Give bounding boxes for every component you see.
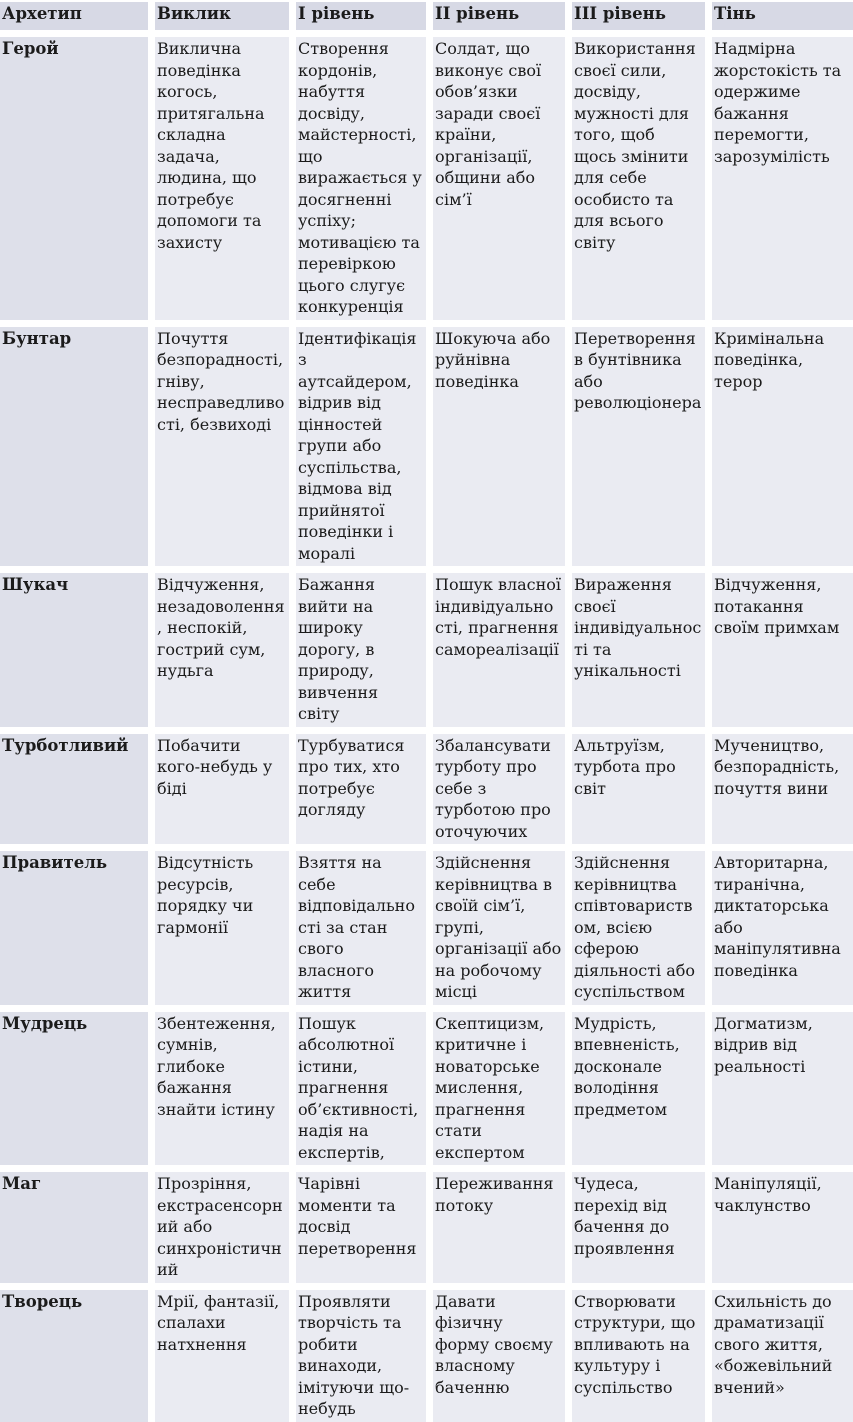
table-cell: Давати фізичну форму своєму власному баченню bbox=[433, 1290, 565, 1422]
table-cell: Турбуватися про тих, хто потребує догляду bbox=[296, 734, 426, 845]
table-cell: Створення кордонів, набуття досвіду, майстерності, що виражається у досягненні успіху; мотивацією та перевіркою цього слугує конкуренція bbox=[296, 37, 426, 320]
table-cell: Пошук власної індивідуальності, прагнення самореалізації bbox=[433, 573, 565, 727]
table-cell: Здійснення керівництва в своїй сім’ї, групі, організації або на робочому місці bbox=[433, 851, 565, 1005]
table-cell: Мучеництво, безпорадність, почуття вини bbox=[712, 734, 853, 845]
table-cell: Авторитарна, тиранічна, диктаторська або маніпулятивна поведінка bbox=[712, 851, 853, 1005]
table-cell: Переживання потоку bbox=[433, 1172, 565, 1283]
table-cell: Почуття безпорадності, гніву, несправедливості, безвиході bbox=[155, 327, 289, 567]
table-cell: Мрії, фантазії, спалахи натхнення bbox=[155, 1290, 289, 1422]
table-cell: Використання своєї сили, досвіду, мужності для того, щоб щось змінити для себе особисто та для всього світу bbox=[572, 37, 705, 320]
row-header-seeker: Шукач bbox=[0, 573, 148, 727]
table-cell: Пошук абсолютної істини, прагнення об’єктивності, надія на експертів, bbox=[296, 1012, 426, 1166]
table-cell: Відсутність ресурсів, порядку чи гармонії bbox=[155, 851, 289, 1005]
table-cell: Скептицизм, критичне і новаторське мислення, прагнення стати експертом bbox=[433, 1012, 565, 1166]
row-header-caregiver: Турботливий bbox=[0, 734, 148, 845]
table-cell: Солдат, що виконує свої обов’язки заради своєї країни, організації, общини або сім’ї bbox=[433, 37, 565, 320]
table-cell: Збентеження, сумнів, глибоке бажання знайти істину bbox=[155, 1012, 289, 1166]
table-cell: Побачити кого-небудь у біді bbox=[155, 734, 289, 845]
table-cell: Вираження своєї індивідуальності та унікальності bbox=[572, 573, 705, 727]
table-cell: Альтруїзм, турбота про світ bbox=[572, 734, 705, 845]
table-cell: Маніпуляції, чаклунство bbox=[712, 1172, 853, 1283]
table-cell: Взяття на себе відповідальності за стан свого власного життя bbox=[296, 851, 426, 1005]
row-header-sage: Мудрець bbox=[0, 1012, 148, 1166]
table-cell: Збалансувати турботу про себе з турботою про оточуючих bbox=[433, 734, 565, 845]
table-cell: Прозріння, екстрасенсорний або синхроністичний bbox=[155, 1172, 289, 1283]
table-cell: Шокуюча або руйнівна поведінка bbox=[433, 327, 565, 567]
table-cell: Ідентифікація з аутсайдером, відрив від цінностей групи або суспільства, відмова від прийнятої поведінки і моралі bbox=[296, 327, 426, 567]
row-header-hero: Герой bbox=[0, 37, 148, 320]
column-header-level3: ІІІ рівень bbox=[572, 2, 705, 30]
row-header-rebel: Бунтар bbox=[0, 327, 148, 567]
column-header-archetype: Архетип bbox=[0, 2, 148, 30]
table-cell: Догматизм, відрив від реальності bbox=[712, 1012, 853, 1166]
column-header-level1: І рівень bbox=[296, 2, 426, 30]
table-cell: Виклична поведінка когось, притягальна складна задача, людина, що потребує допомоги та захисту bbox=[155, 37, 289, 320]
table-cell: Здійснення керівництва співтовариством, всією сферою діяльності або суспільством bbox=[572, 851, 705, 1005]
column-header-challenge: Виклик bbox=[155, 2, 289, 30]
row-header-creator: Творець bbox=[0, 1290, 148, 1422]
table-cell: Бажання вийти на широку дорогу, в природу, вивчення світу bbox=[296, 573, 426, 727]
column-header-shadow: Тінь bbox=[712, 2, 853, 30]
table-cell: Чудеса, перехід від бачення до проявлення bbox=[572, 1172, 705, 1283]
table-cell: Відчуження, незадоволення, неспокій, гострий сум, нудьга bbox=[155, 573, 289, 727]
table-cell: Проявляти творчість та робити винаходи, імітуючи що-небудь bbox=[296, 1290, 426, 1422]
row-header-ruler: Правитель bbox=[0, 851, 148, 1005]
table-cell: Створювати структури, що впливають на культуру і суспільство bbox=[572, 1290, 705, 1422]
table-cell: Надмірна жорстокість та одержиме бажання перемогти, зарозумілість bbox=[712, 37, 853, 320]
archetype-table bbox=[0, 2, 853, 1422]
table-cell: Перетворення в бунтівника або революціонера bbox=[572, 327, 705, 567]
row-header-magician: Маг bbox=[0, 1172, 148, 1283]
table-cell: Відчуження, потакання своїм примхам bbox=[712, 573, 853, 727]
column-header-level2: ІІ рівень bbox=[433, 2, 565, 30]
table-cell: Кримінальна поведінка, терор bbox=[712, 327, 853, 567]
table-cell: Схильність до драматизації свого життя, «божевільний вчений» bbox=[712, 1290, 853, 1422]
table-cell: Мудрість, впевненість, досконале володіння предметом bbox=[572, 1012, 705, 1166]
table-cell: Чарівні моменти та досвід перетворення bbox=[296, 1172, 426, 1283]
